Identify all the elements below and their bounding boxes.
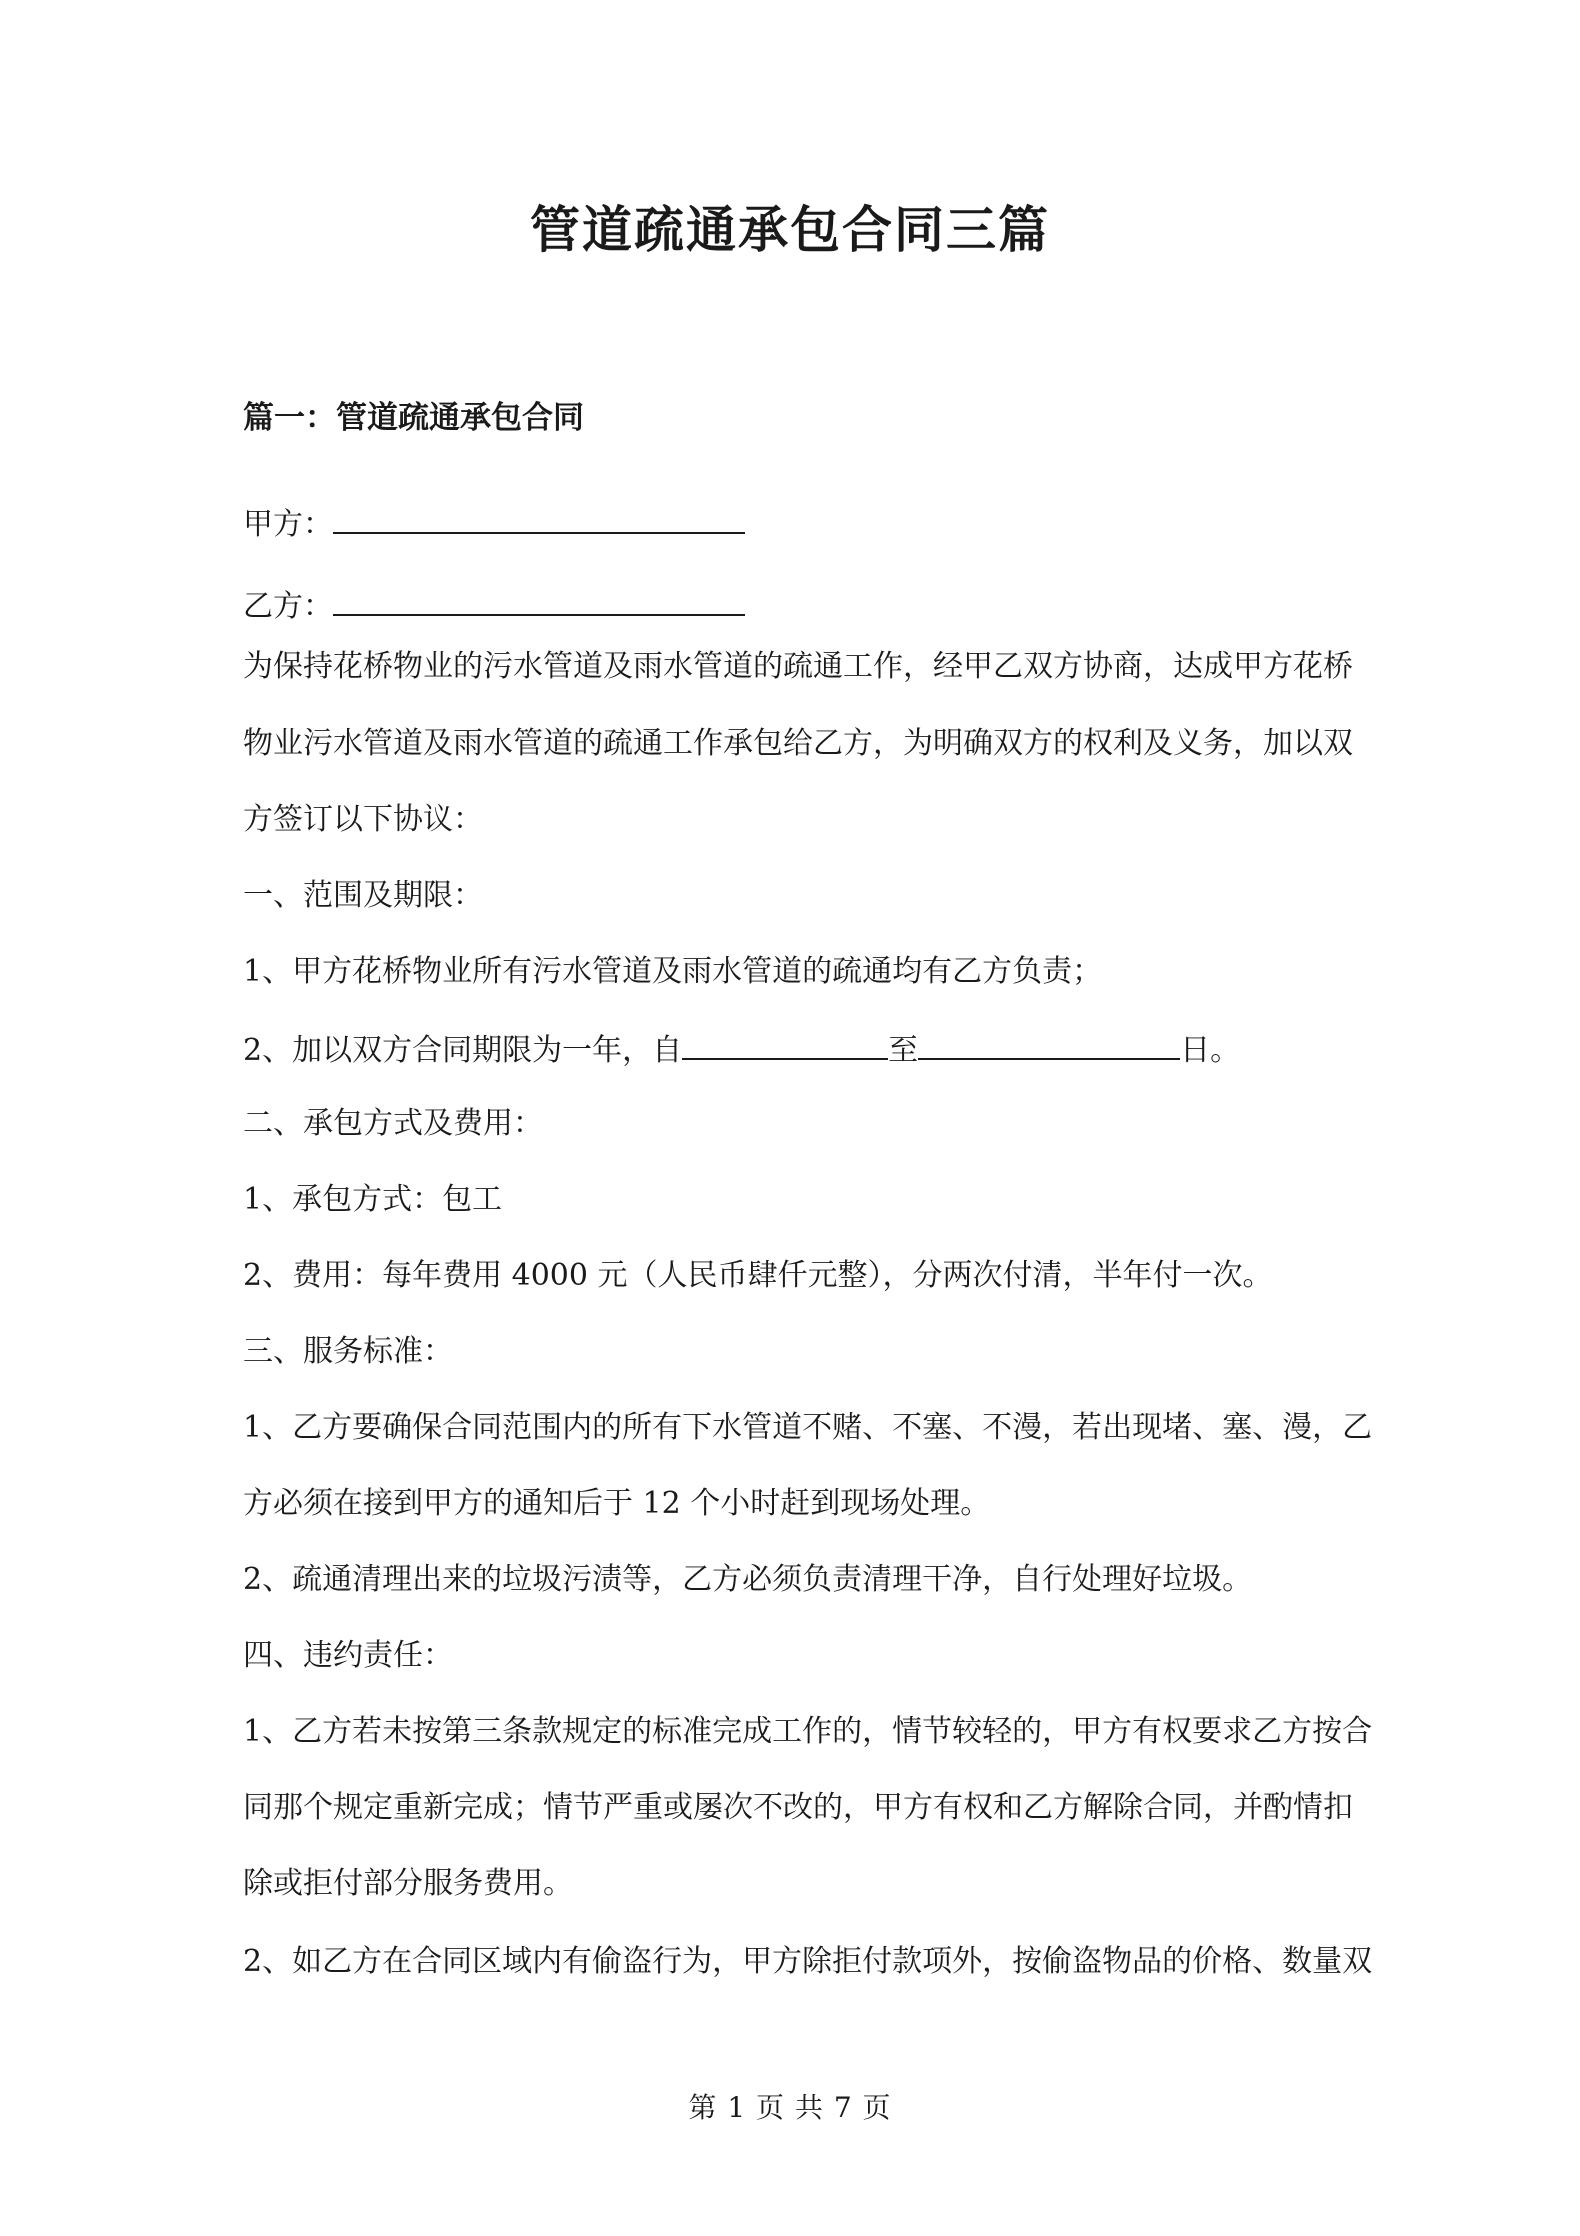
- term-suffix: 日。: [1180, 1033, 1241, 1068]
- intro-line-1: 为保持花桥物业的污水管道及雨水管道的疏通工作，经甲乙双方协商，达成甲方花桥: [243, 649, 1353, 684]
- clause3-heading: 三、服务标准：: [243, 1334, 453, 1369]
- intro-line-3: 方签订以下协议：: [243, 802, 483, 837]
- party-a-blank: [333, 500, 745, 534]
- clause4-item1-line2: 同那个规定重新完成；情节严重或屡次不改的，甲方有权和乙方解除合同，并酌情扣: [243, 1790, 1353, 1825]
- clause1-item2: [243, 1026, 1240, 1073]
- clause2-heading: 二、承包方式及费用：: [243, 1106, 543, 1141]
- party-a-line: [243, 500, 745, 547]
- clause2-item2: 2、费用：每年费用 4000 元（人民币肆仟元整），分两次付清，半年付一次。: [243, 1258, 1273, 1293]
- clause4-heading: 四、违约责任：: [243, 1638, 453, 1673]
- term-start-blank: [682, 1026, 888, 1060]
- term-end-blank: [918, 1026, 1180, 1060]
- term-prefix: 2、加以双方合同期限为一年，自: [243, 1033, 683, 1068]
- document-title: 管道疏通承包合同三篇: [530, 200, 1050, 259]
- section-title: 篇一：管道疏通承包合同: [243, 400, 584, 436]
- clause3-item1-line2: 方必须在接到甲方的通知后于 12 个小时赶到现场处理。: [243, 1486, 991, 1521]
- intro-line-2: 物业污水管道及雨水管道的疏通工作承包给乙方，为明确双方的权利及义务，加以双: [243, 726, 1353, 761]
- clause4-item1-line3: 除或拒付部分服务费用。: [243, 1866, 573, 1901]
- page-footer: 第 1 页 共 7 页: [688, 2091, 892, 2124]
- clause4-item1-line1: 1、乙方若未按第三条款规定的标准完成工作的，情节较轻的，甲方有权要求乙方按合: [243, 1714, 1373, 1749]
- term-mid: 至: [888, 1033, 919, 1068]
- party-b-blank: [333, 582, 745, 616]
- clause3-item1-line1: 1、乙方要确保合同范围内的所有下水管道不赌、不塞、不漫，若出现堵、塞、漫，乙: [243, 1410, 1373, 1445]
- clause1-item1: 1、甲方花桥物业所有污水管道及雨水管道的疏通均有乙方负责；: [243, 954, 1103, 989]
- clause2-item1: 1、承包方式：包工: [243, 1182, 503, 1217]
- clause4-item2-line1: 2、如乙方在合同区域内有偷盗行为，甲方除拒付款项外，按偷盗物品的价格、数量双: [243, 1944, 1373, 1979]
- party-b-line: [243, 582, 745, 629]
- party-b-label: 乙方：: [243, 589, 333, 624]
- clause1-heading: 一、范围及期限：: [243, 878, 483, 913]
- party-a-label: 甲方：: [243, 507, 333, 542]
- clause3-item2: 2、疏通清理出来的垃圾污渍等，乙方必须负责清理干净，自行处理好垃圾。: [243, 1562, 1253, 1597]
